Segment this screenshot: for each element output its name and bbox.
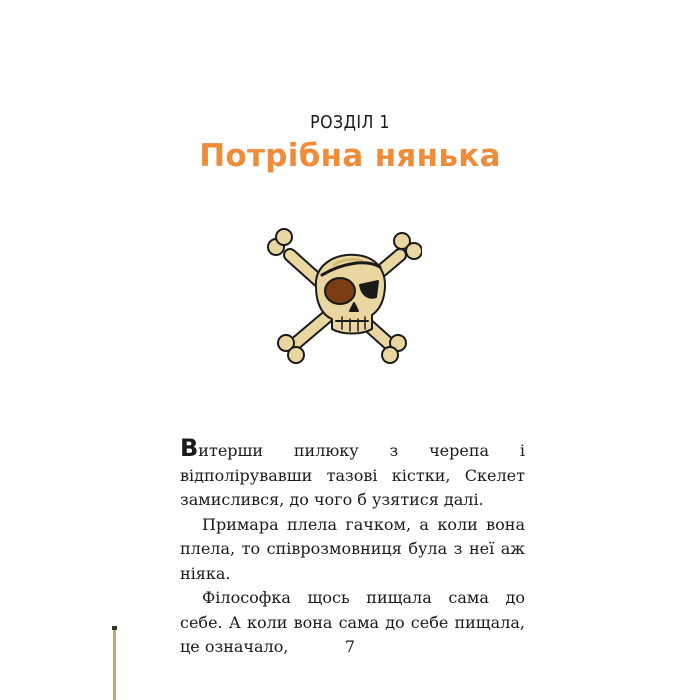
skull-and-crossbones-icon [262,225,422,375]
chapter-title: Потрібна нянька [199,138,501,174]
paragraph-2: Примара плела гачком, а коли вона плела, то співрозмовниця була з неї аж ніяка. [180,514,525,583]
paragraph-1 [180,434,525,513]
chapter-label: РОЗДІЛ 1 [310,112,390,133]
paragraph-3: Філософка щось пищала сама до себе. А коли вона сама до себе пищала, це означало, [180,588,525,656]
paragraph-1-text: итерши пилюку з черепа і відполірувавши тазові кістки, Скелет замислився, до чого б узятися далі. [180,441,525,509]
drop-cap: В [180,434,199,462]
body-text [180,434,525,660]
page-number: 7 [344,637,356,656]
page-edge-decoration [112,620,118,700]
